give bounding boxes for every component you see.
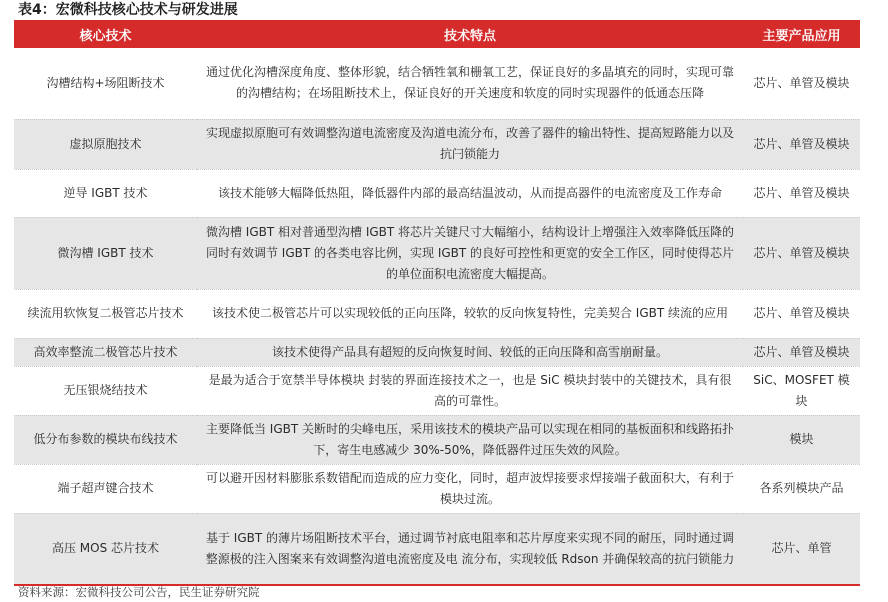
cell-app: 芯片、单管及模块 — [743, 338, 860, 366]
cell-feature: 基于 IGBT 的薄片场阻断技术平台，通过调节衬底电阻率和芯片厚度来实现不同的耐压，同时通过调整源极的注入图案来有效调整沟道电流密度及电 流分布，实现较低 Rdson 并确保较高的抗闩锁能力 — [197, 513, 743, 585]
cell-tech: 高压 MOS 芯片技术 — [14, 513, 197, 585]
table-row — [14, 415, 860, 464]
table-row — [14, 464, 860, 513]
cell-app: 芯片、单管及模块 — [743, 289, 860, 338]
cell-tech: 端子超声键合技术 — [14, 464, 197, 513]
cell-feature: 主要降低当 IGBT 关断时的尖峰电压，采用该技术的模块产品可以实现在相同的基板面积和线路拓扑下，寄生电感减少 30%-50%，降低器件过压失效的风险。 — [197, 415, 743, 464]
cell-feature: 该技术使得产品具有超短的反向恢复时间、较低的正向压降和高雪崩耐量。 — [197, 338, 743, 366]
table-header-row — [14, 20, 860, 48]
cell-feature: 可以避开因材料膨胀系数错配而造成的应力变化，同时，超声波焊接要求焊接端子截面积大，有利于模块过流。 — [197, 464, 743, 513]
cell-tech: 微沟槽 IGBT 技术 — [14, 217, 197, 289]
table-caption: 表4：宏微科技核心技术与研发进展 — [18, 2, 238, 18]
table-row — [14, 513, 860, 585]
cell-app: 芯片、单管及模块 — [743, 169, 860, 217]
cell-app: 模块 — [743, 415, 860, 464]
table-row — [14, 48, 860, 119]
cell-app: 芯片、单管 — [743, 513, 860, 585]
cell-tech: 续流用软恢复二极管芯片技术 — [14, 289, 197, 338]
core-technology-table — [14, 20, 860, 586]
cell-feature: 微沟槽 IGBT 相对普通型沟槽 IGBT 将芯片关键尺寸大幅缩小，结构设计上增强注入效率降低压降的同时有效调节 IGBT 的各类电容比例，实现 IGBT 的良好可控性和更宽的安全工作区，同时使得芯片的单位面积电流密度大幅提高。 — [197, 217, 743, 289]
header-core-tech: 核心技术 — [14, 20, 197, 48]
source-note: 资料来源：宏微科技公司公告，民生证券研究院 — [18, 585, 260, 599]
table-row — [14, 217, 860, 289]
cell-tech: 高效率整流二极管芯片技术 — [14, 338, 197, 366]
table-row — [14, 338, 860, 366]
cell-tech: 低分布参数的模块布线技术 — [14, 415, 197, 464]
header-tech-features: 技术特点 — [197, 20, 743, 48]
cell-tech: 无压银烧结技术 — [14, 366, 197, 415]
cell-app: SiC、MOSFET 模块 — [743, 366, 860, 415]
cell-app: 芯片、单管及模块 — [743, 119, 860, 169]
cell-feature: 该技术使二极管芯片可以实现较低的正向压降，较软的反向恢复特性，完美契合 IGBT 续流的应用 — [197, 289, 743, 338]
table-row — [14, 169, 860, 217]
cell-tech: 沟槽结构+场阻断技术 — [14, 48, 197, 119]
cell-feature: 通过优化沟槽深度角度、整体形貌，结合牺牲氧和栅氧工艺，保证良好的多晶填充的同时，实现可靠的沟槽结构；在场阻断技术上，保证良好的开关速度和软度的同时实现器件的低通态压降 — [197, 48, 743, 119]
cell-feature: 实现虚拟原胞可有效调整沟道电流密度及沟道电流分布，改善了器件的输出特性、提高短路能力以及抗闩锁能力 — [197, 119, 743, 169]
cell-app: 芯片、单管及模块 — [743, 48, 860, 119]
cell-feature: 是最为适合于宽禁半导体模块 封装的界面连接技术之一，也是 SiC 模块封装中的关键技术，具有很高的可靠性。 — [197, 366, 743, 415]
cell-tech: 虚拟原胞技术 — [14, 119, 197, 169]
table-row — [14, 119, 860, 169]
cell-app: 芯片、单管及模块 — [743, 217, 860, 289]
table-row — [14, 366, 860, 415]
header-product-application: 主要产品应用 — [743, 20, 860, 48]
cell-app: 各系列模块产品 — [743, 464, 860, 513]
table-row — [14, 289, 860, 338]
cell-tech: 逆导 IGBT 技术 — [14, 169, 197, 217]
cell-feature: 该技术能够大幅降低热阻，降低器件内部的最高结温波动，从而提高器件的电流密度及工作寿命 — [197, 169, 743, 217]
